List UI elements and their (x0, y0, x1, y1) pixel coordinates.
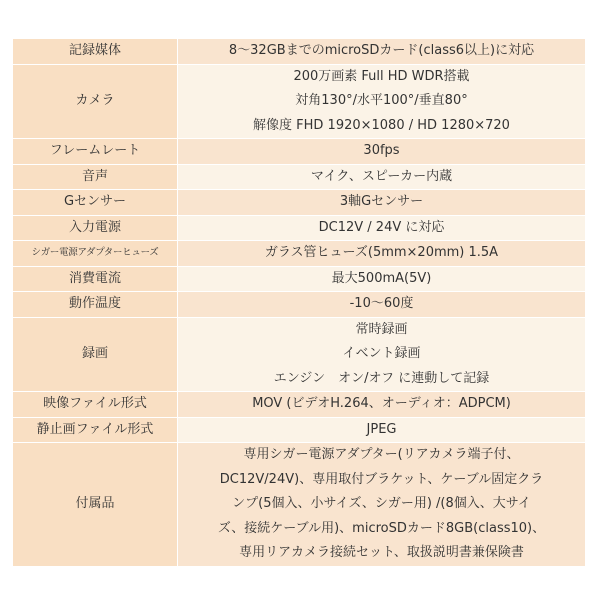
spec-label-fuse: シガー電源アダプターヒューズ (13, 241, 178, 267)
spec-label-current: 消費電流 (13, 266, 178, 292)
value-line: イベント録画 (342, 346, 421, 361)
table-row (13, 266, 586, 292)
spec-value-storage (178, 39, 586, 65)
value-line: ガラス管ヒューズ(5mm×20mm) 1.5A (264, 245, 499, 260)
value-line: エンジン オン/オフ に連動して記録 (273, 370, 490, 386)
table-row (13, 139, 586, 165)
spec-value-image-format (178, 417, 586, 443)
table-row (13, 292, 586, 318)
spec-value-audio (178, 164, 586, 190)
value-line: JPEG (366, 421, 397, 437)
value-line: 解像度 FHD 1920×1080 / HD 1280×720 (253, 117, 510, 133)
value-line: -10〜60度 (349, 296, 414, 311)
value-line: 専用シガー電源アダプター(リアカメラ端子付、 (243, 447, 520, 462)
spec-value-video-format (178, 392, 586, 418)
table-row (13, 417, 586, 443)
value-line: 常時録画 (355, 321, 408, 337)
value-line: ンプ(5個入、小サイズ、シガー用) /(8個入、大サイ (232, 496, 531, 511)
spec-value-current (178, 266, 586, 292)
spec-label-accessories: 付属品 (13, 443, 178, 567)
value-line: 200万画素 Full HD WDR搭載 (293, 68, 470, 84)
value-line: MOV (ビデオH.264、オーディオ：ADPCM) (252, 396, 511, 411)
spec-value-fuse (178, 241, 586, 267)
spec-label-g-sensor: Gセンサー (13, 190, 178, 216)
value-line: 3軸Gセンサー (339, 194, 424, 209)
spec-label-storage: 記録媒体 (13, 39, 178, 65)
value-line: 8〜32GBまでのmicroSDカード(class6以上)に対応 (228, 43, 535, 58)
value-line: 専用リアカメラ接続セット、取扱説明書兼保険書 (239, 545, 524, 560)
spec-value-frame-rate (178, 139, 586, 165)
spec-label-recording: 録画 (13, 317, 178, 392)
table-row (13, 39, 586, 65)
spec-label-frame-rate: フレームレート (13, 139, 178, 165)
table-row (13, 317, 586, 392)
spec-table (12, 38, 586, 567)
table-row (13, 64, 586, 139)
spec-value-temperature (178, 292, 586, 318)
table-row (13, 164, 586, 190)
value-line: DC12V / 24V に対応 (318, 219, 445, 235)
spec-label-temperature: 動作温度 (13, 292, 178, 318)
spec-label-audio: 音声 (13, 164, 178, 190)
spec-value-camera (178, 64, 586, 139)
table-row (13, 392, 586, 418)
table-row (13, 215, 586, 241)
spec-label-power-input: 入力電源 (13, 215, 178, 241)
value-line: マイク、スピーカー内蔵 (310, 168, 453, 184)
spec-label-camera: カメラ (13, 64, 178, 139)
spec-value-g-sensor (178, 190, 586, 216)
value-line: 最大500mA(5V) (331, 270, 432, 286)
value-line: DC12V/24V)、専用取付ブラケット、ケーブル固定クラ (219, 471, 544, 487)
spec-value-power-input (178, 215, 586, 241)
value-line: ズ、接続ケーブル用)、microSDカード8GB(class10)、 (217, 520, 546, 536)
table-row (13, 241, 586, 267)
value-line: 対角130°/水平100°/垂直80° (295, 93, 468, 108)
spec-label-image-format: 静止画ファイル形式 (13, 417, 178, 443)
table-row (13, 190, 586, 216)
value-line: 30fps (363, 143, 400, 158)
spec-value-recording (178, 317, 586, 392)
spec-label-video-format: 映像ファイル形式 (13, 392, 178, 418)
spec-value-accessories (178, 443, 586, 567)
table-row (13, 443, 586, 567)
